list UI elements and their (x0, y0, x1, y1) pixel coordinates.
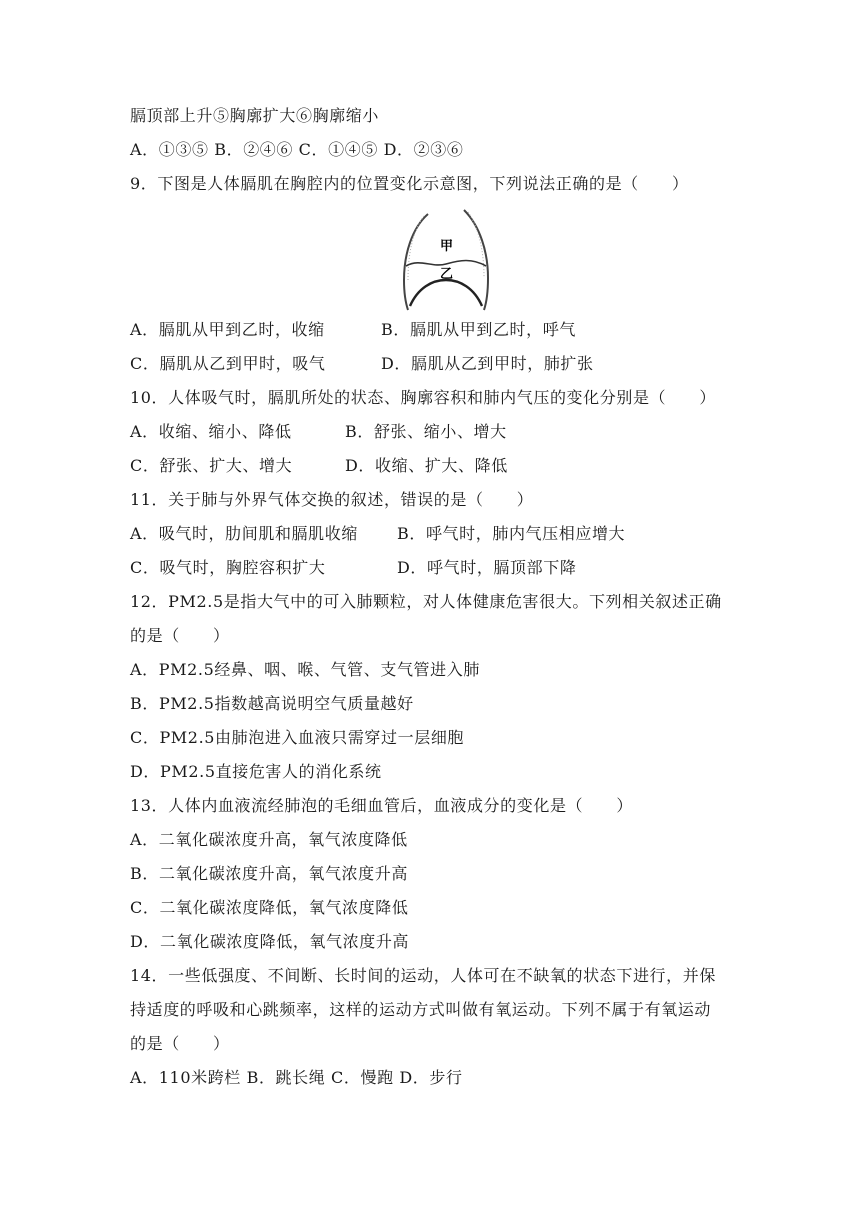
question-14-line-1: 14．一些低强度、不间断、长时间的运动，人体可在不缺氧的状态下进行，并保 (130, 966, 716, 985)
question-14-line-3: 的是（ ） (130, 1034, 230, 1053)
question-11: 11．关于肺与外界气体交换的叙述，错误的是（ ） (130, 490, 534, 509)
question-12-line-1: 12．PM2.5是指大气中的可入肺颗粒，对人体健康危害很大。下列相关叙述正确 (130, 592, 722, 611)
q9-option-c: C．膈肌从乙到甲时，吸气 (130, 354, 326, 373)
q8-options: A．①③⑤ B．②④⑥ C．①④⑤ D．②③⑥ (130, 140, 464, 159)
q11-option-b: B．呼气时，肺内气压相应增大 (397, 524, 626, 543)
question-13: 13．人体内血液流经肺泡的毛细血管后，血液成分的变化是（ ） (130, 796, 633, 815)
q12-option-c: C．PM2.5由肺泡进入血液只需穿过一层细胞 (130, 728, 465, 747)
q11-option-a: A．吸气时，肋间肌和膈肌收缩 (130, 524, 358, 543)
q14-options: A．110米跨栏 B．跳长绳 C．慢跑 D．步行 (130, 1068, 463, 1087)
question-9: 9．下图是人体膈肌在胸腔内的位置变化示意图，下列说法正确的是（ ） (130, 174, 689, 193)
question-14-line-2: 持适度的呼吸和心跳频率，这样的运动方式叫做有氧运动。下列不属于有氧运动 (130, 1000, 712, 1019)
q13-option-c: C．二氧化碳浓度降低，氧气浓度降低 (130, 898, 409, 917)
q11-option-d: D．呼气时，膈顶部下降 (397, 558, 577, 577)
q13-option-d: D．二氧化碳浓度降低，氧气浓度升高 (130, 932, 410, 951)
q13-option-a: A．二氧化碳浓度升高，氧气浓度降低 (130, 830, 408, 849)
diaphragm-figure (398, 206, 494, 316)
q10-option-d: D．收缩、扩大、降低 (345, 456, 508, 475)
q10-option-a: A．收缩、缩小、降低 (130, 422, 292, 441)
line-1: 膈顶部上升⑤胸廓扩大⑥胸廓缩小 (130, 106, 380, 125)
q9-option-a: A．膈肌从甲到乙时，收缩 (130, 320, 325, 339)
q11-option-c: C．吸气时，胸腔容积扩大 (130, 558, 326, 577)
q10-option-c: C．舒张、扩大、增大 (130, 456, 293, 475)
q10-option-b: B．舒张、缩小、增大 (345, 422, 507, 441)
q12-option-a: A．PM2.5经鼻、咽、喉、气管、支气管进入肺 (130, 660, 480, 679)
q12-option-b: B．PM2.5指数越高说明空气质量越好 (130, 694, 414, 713)
q9-option-b: B．膈肌从甲到乙时，呼气 (381, 320, 576, 339)
q13-option-b: B．二氧化碳浓度升高，氧气浓度升高 (130, 864, 408, 883)
question-10: 10．人体吸气时，膈肌所处的状态、胸廓容积和肺内气压的变化分别是（ ） (130, 388, 716, 407)
label-yi: 乙 (440, 267, 454, 282)
q12-option-d: D．PM2.5直接危害人的消化系统 (130, 762, 382, 781)
q9-option-d: D．膈肌从乙到甲时，肺扩张 (381, 354, 594, 373)
label-jia: 甲 (440, 239, 454, 254)
diaphragm-diagram (398, 206, 494, 316)
question-12-line-2: 的是（ ） (130, 626, 230, 645)
